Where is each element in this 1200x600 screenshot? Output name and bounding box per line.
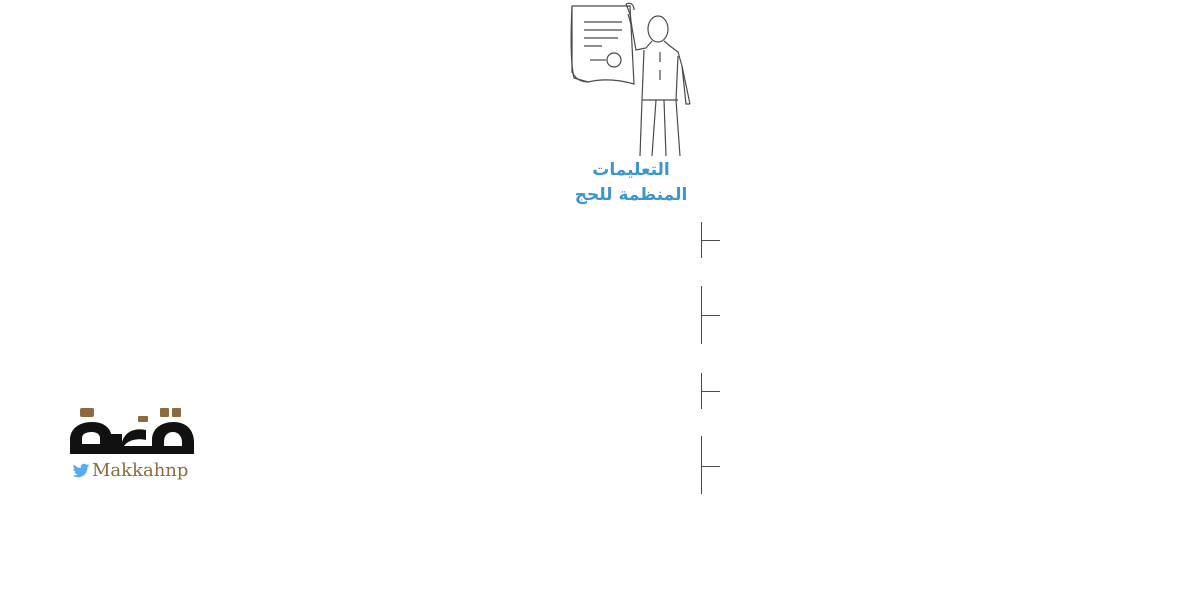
- title-line-1: التعليمات: [592, 160, 670, 180]
- twitter-handle[interactable]: [72, 460, 188, 482]
- twitter-bird-icon: [72, 463, 90, 479]
- item-bracket: [701, 436, 702, 494]
- item-tick: [701, 466, 720, 467]
- item-tick: [701, 391, 720, 392]
- item-tick: [701, 240, 720, 241]
- item-tick: [701, 315, 720, 316]
- title-line-2: المنظمة للحج: [574, 185, 688, 205]
- twitter-handle-text[interactable]: Makkahnp: [92, 460, 189, 481]
